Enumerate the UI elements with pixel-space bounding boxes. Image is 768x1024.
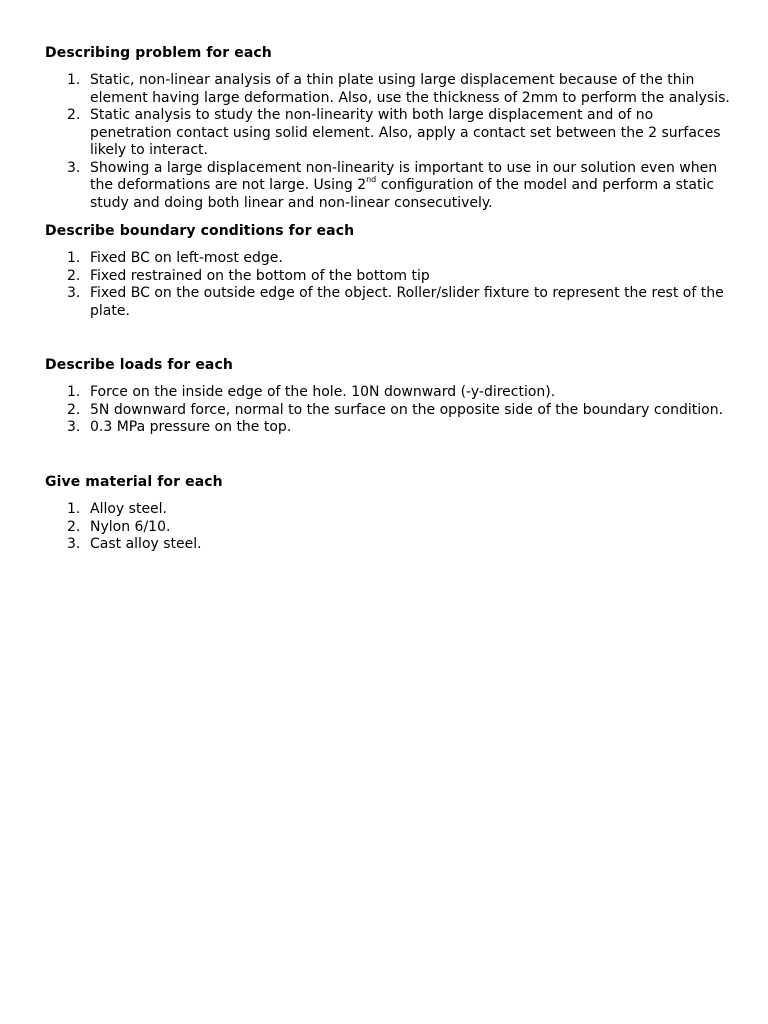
loads-list	[45, 384, 735, 437]
list-item-number: 2.	[67, 518, 81, 535]
list-item-text: Force on the inside edge of the hole. 10N downward (-y-direction).	[90, 384, 556, 400]
list-item	[45, 536, 735, 554]
list-item	[45, 501, 735, 519]
list-item-text	[90, 160, 717, 211]
section-heading: Describe boundary conditions for each	[45, 223, 355, 239]
list-item-text: Fixed BC on the outside edge of the object. Roller/slider fixture to represent the rest of the plate.	[90, 285, 724, 319]
list-item-text: 0.3 MPa pressure on the top.	[90, 419, 292, 435]
section-heading: Describing problem for each	[45, 45, 272, 61]
list-item-number: 2.	[67, 107, 81, 123]
list-item	[45, 160, 735, 213]
list-item-number: 3.	[67, 285, 81, 301]
section-problem	[45, 45, 735, 212]
list-item-text: Cast alloy steel.	[90, 536, 202, 552]
section-heading: Describe loads for each	[45, 357, 233, 373]
list-item-text: Alloy steel.	[90, 501, 168, 517]
list-item-text: Fixed restrained on the bottom of the bottom tip	[90, 267, 430, 284]
list-item	[45, 107, 735, 160]
list-item-number: 1.	[67, 501, 81, 517]
list-item-text: Static analysis to study the non-linearity with both large displacement and of no penetration contact using solid element. Also, apply a contact set between the 2 surfaces likely to interact.	[90, 107, 721, 158]
section-boundary-conditions	[45, 223, 735, 320]
list-item	[45, 268, 735, 286]
list-item-number: 3.	[67, 419, 81, 435]
list-item-text: Fixed BC on left-most edge.	[90, 250, 283, 266]
list-item	[45, 384, 735, 402]
list-item-number: 1.	[67, 72, 81, 88]
list-item	[45, 519, 735, 537]
list-item-number: 1.	[67, 250, 81, 266]
list-item-text-before: Showing a large displacement non-linearity is important to use in our solution even when the deformations are not large. Using 2	[90, 159, 718, 193]
list-item	[45, 402, 735, 420]
list-item-number: 2.	[67, 401, 81, 418]
list-item-number: 3.	[67, 536, 81, 552]
list-item-number: 3.	[67, 159, 81, 176]
list-item	[45, 250, 735, 268]
list-item	[45, 72, 735, 107]
list-item	[45, 285, 735, 320]
list-item-text: Nylon 6/10.	[90, 518, 171, 535]
section-material	[45, 474, 735, 554]
list-item-text-after: configuration of the model and perform a static study and doing both linear and non-linear consecutively.	[90, 177, 715, 211]
section-loads	[45, 357, 735, 437]
section-heading: Give material for each	[45, 474, 223, 490]
ordinal-superscript: nd	[366, 175, 377, 185]
problem-list	[45, 72, 735, 212]
list-item-text: 5N downward force, normal to the surface on the opposite side of the boundary condition.	[90, 401, 724, 418]
list-item-text: Static, non-linear analysis of a thin plate using large displacement because of the thin element having large deformation. Also, use the thickness of 2mm to perform the analysis.	[90, 72, 730, 106]
list-item	[45, 419, 735, 437]
list-item-number: 2.	[67, 267, 81, 284]
material-list	[45, 501, 735, 554]
boundary-conditions-list	[45, 250, 735, 320]
list-item-number: 1.	[67, 384, 81, 400]
